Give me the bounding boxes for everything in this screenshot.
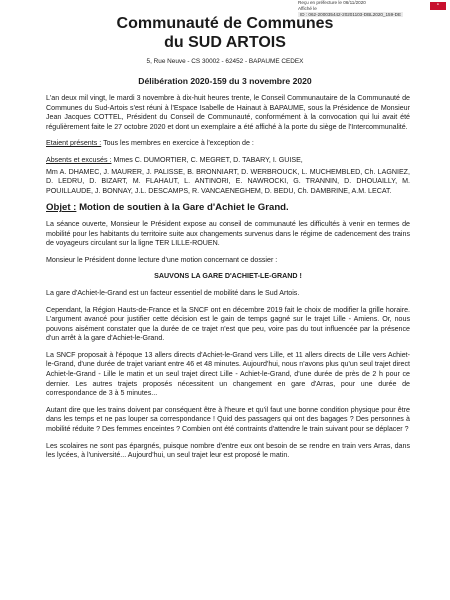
presents-line xyxy=(46,139,410,149)
paragraph-sncf: La SNCF proposait à l'époque 13 allers directs d'Achiet-le-Grand vers Lille, et 11 allers directs de Lille vers Achiet-le-Grand, d'une durée de trajet variant entre 46 et 48 minutes. Aujourd'hui, nous n'avons plus qu'un seul trajet direct Achiet-le-Grand - Lille le matin et un seul trajet direct Lille - Achiet-le-Grand, d'une durée de près de 2 h pour ce dernier. Les autres trajets proposés nécessitent un changement en gare d'Arras, pour une durée de correspondance de 3 à 5 minutes... xyxy=(46,350,410,398)
absents-text: Mmes C. DUMORTIER, C. MEGRET, D. TABARY, I. GUISE, xyxy=(113,155,303,164)
paragraph-autant: Autant dire que les trains doivent par conséquent être à l'heure et qu'il faut une bonne condition physique pour être dans les temps et ne pas louper sa correspondance ! Quid des passagers qui ont des bagages ? Des personnes à mobilité réduite ? Des femmes enceintes ? Combien ont été contraints d'attendre le train suivant pour se déplacer ? xyxy=(46,405,410,434)
paragraph-scolaires: Les scolaires ne sont pas épargnés, puisque nombre d'entre eux ont besoin de se rendre en train vers Arras, dans les lycées, à l'université... Aujourd'hui, un seul trajet leur est proposé le matin. xyxy=(46,441,410,460)
paragraph-cependant: Cependant, la Région Hauts-de-France et la SNCF ont en décembre 2019 fait le choix de modifier la grille horaire. L'argument avancé pour justifier cette décision est le gain de temps gagné sur le trajet Lille - Amiens. Or, nous pouvons aisément constater que la durée de ce trajet n'est que peu, voire pas du tout influencée par la présence d'un arrêt à la gare d'Achiet-le-Grand. xyxy=(46,305,410,343)
title-line-2: du SUD ARTOIS xyxy=(164,34,286,51)
presents-text: Tous les membres en exercice à l'exception de : xyxy=(103,139,254,148)
stamp-act-id: ID : 062-200035442-20201103-DBL2020_159-DE xyxy=(300,11,402,17)
objet-line xyxy=(46,203,410,213)
deliberation-heading: Délibération 2020-159 du 3 novembre 2020 xyxy=(138,76,312,86)
objet-label: Objet : xyxy=(46,202,77,214)
postal-address: 5, Rue Neuve - CS 30002 - 62452 - BAPAUME CEDEX xyxy=(146,58,304,65)
paragraph-lecture: Monsieur le Président donne lecture d'une motion concernant ce dossier : xyxy=(46,255,278,264)
prefecture-logo-icon: ● xyxy=(430,2,446,10)
stamp-posted: Affiché le xyxy=(298,5,317,11)
paragraph-gare: La gare d'Achiet-le-Grand est un facteur essentiel de mobilité dans le Sud Artois. xyxy=(46,288,300,297)
absent-members-list: Mm A. DHAMEC, J. MAURER, J. PALISSE, B. BRONNIART, D. WERBROUCK, L. MUCHEMBLED, Ch. LAGNIEZ, D. LEDRU, D. BIZART, M. FLAHAUT, L. ANTINORI, E. NAWROCKI, G. TRANNIN, D. DHOUAILLY, M. POUILLAUDE, J. BONNAY, J.L. DESCAMPS, R. VANCAENEGHEM, D. BEDU, Ch. DAMBRINE, A.M. LECAT. xyxy=(46,167,410,195)
motion-slogan: SAUVONS LA GARE D'ACHIET-LE-GRAND ! xyxy=(154,272,302,281)
document-body xyxy=(46,94,410,468)
objet-text: Motion de soutien à la Gare d'Achiet le Grand. xyxy=(79,202,289,214)
title-line-1: Communauté de Communes xyxy=(116,15,334,32)
absents-label: Absents et excusés : xyxy=(46,155,112,164)
absents-line xyxy=(46,156,410,166)
page-title xyxy=(0,11,450,52)
intro-paragraph: L'an deux mil vingt, le mardi 3 novembre à dix-huit heures trente, le Conseil Communautaire de la Communauté de Communes du Sud-Artois s'est réuni à l'Espace Isabelle de Hainaut à BAPAUME, sous la Présidence de Monsieur Jean Jacques COTTEL, Président du Conseil de Communauté, conformément à la convocation qui lui avait été régulièrement faite le 27 octobre 2020 et dont un exemplaire a été affiché à la porte du siège de l'Intercommunalité. xyxy=(46,94,410,131)
presents-label: Etaient présents : xyxy=(46,139,102,148)
stamp-received-date: Reçu en préfecture le 06/11/2020 xyxy=(298,0,366,5)
paragraph-seance: La séance ouverte, Monsieur le Président expose au conseil de communauté les difficultés à venir en termes de mobilité pour les habitants du territoire suite aux changements survenus dans le régime de cadencement des trains de voyageurs circulant sur la ligne TER LILLE-ROUEN. xyxy=(46,219,410,248)
